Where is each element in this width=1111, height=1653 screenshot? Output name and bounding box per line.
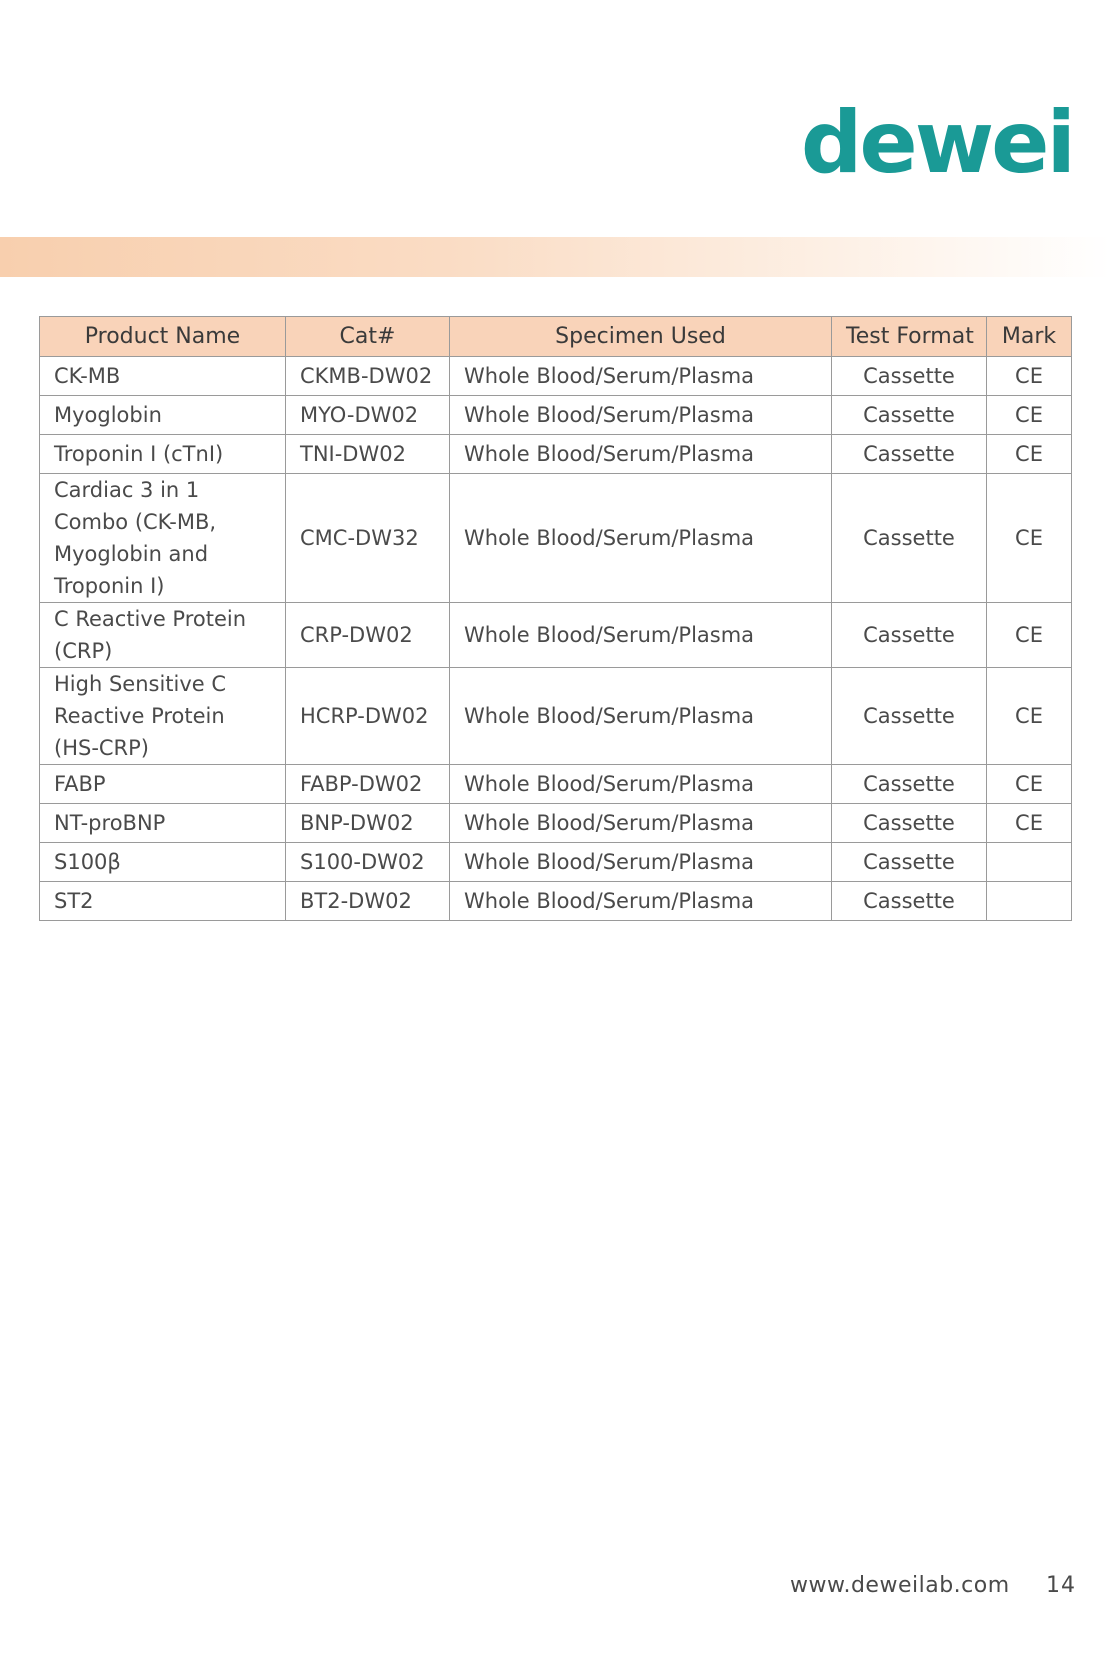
table-row (40, 357, 1072, 396)
footer-url: www.deweilab.com (790, 1573, 1010, 1598)
cat-cell: MYO-DW02 (286, 396, 450, 435)
mark-cell (987, 843, 1072, 882)
mark-cell: CE (987, 765, 1072, 804)
format-cell: Cassette (832, 396, 987, 435)
format-cell: Cassette (832, 804, 987, 843)
product-name-cell: Myoglobin (40, 396, 286, 435)
format-cell: Cassette (832, 603, 987, 668)
mark-cell: CE (987, 357, 1072, 396)
specimen-cell: Whole Blood/Serum/Plasma (450, 668, 832, 765)
header-mark: Mark (987, 317, 1072, 357)
product-name-cell: ST2 (40, 882, 286, 921)
specimen-cell: Whole Blood/Serum/Plasma (450, 603, 832, 668)
specimen-cell: Whole Blood/Serum/Plasma (450, 843, 832, 882)
product-name-cell: C Reactive Protein (CRP) (40, 603, 286, 668)
specimen-cell: Whole Blood/Serum/Plasma (450, 804, 832, 843)
cat-cell: BNP-DW02 (286, 804, 450, 843)
format-cell: Cassette (832, 357, 987, 396)
page-number: 14 (1046, 1573, 1076, 1598)
table-row (40, 396, 1072, 435)
header-specimen: Specimen Used (450, 317, 832, 357)
cat-cell: CMC-DW32 (286, 474, 450, 603)
product-name-cell: Cardiac 3 in 1 Combo (CK-MB, Myoglobin and Troponin I) (40, 474, 286, 603)
cat-cell: BT2-DW02 (286, 882, 450, 921)
cat-cell: FABP-DW02 (286, 765, 450, 804)
mark-cell: CE (987, 668, 1072, 765)
format-cell: Cassette (832, 474, 987, 603)
cat-cell: S100-DW02 (286, 843, 450, 882)
product-name-cell: S100β (40, 843, 286, 882)
header-cat: Cat# (286, 317, 450, 357)
specimen-cell: Whole Blood/Serum/Plasma (450, 474, 832, 603)
table-row (40, 843, 1072, 882)
product-name-cell: High Sensitive C Reactive Protein (HS-CRP) (40, 668, 286, 765)
specimen-cell: Whole Blood/Serum/Plasma (450, 882, 832, 921)
cat-cell: HCRP-DW02 (286, 668, 450, 765)
specimen-cell: Whole Blood/Serum/Plasma (450, 357, 832, 396)
product-name-cell: NT-proBNP (40, 804, 286, 843)
specimen-cell: Whole Blood/Serum/Plasma (450, 435, 832, 474)
format-cell: Cassette (832, 668, 987, 765)
mark-cell: CE (987, 474, 1072, 603)
table-header-row (40, 317, 1072, 357)
cat-cell: CKMB-DW02 (286, 357, 450, 396)
brand-logo: dewei (800, 93, 1073, 193)
header-product-name: Product Name (40, 317, 286, 357)
mark-cell: CE (987, 435, 1072, 474)
product-name-cell: FABP (40, 765, 286, 804)
mark-cell: CE (987, 804, 1072, 843)
table-row (40, 435, 1072, 474)
cat-cell: TNI-DW02 (286, 435, 450, 474)
mark-cell: CE (987, 603, 1072, 668)
mark-cell: CE (987, 396, 1072, 435)
cat-cell: CRP-DW02 (286, 603, 450, 668)
mark-cell (987, 882, 1072, 921)
format-cell: Cassette (832, 843, 987, 882)
format-cell: Cassette (832, 435, 987, 474)
table-row (40, 603, 1072, 668)
table-row (40, 668, 1072, 765)
format-cell: Cassette (832, 882, 987, 921)
decorative-band (0, 237, 1111, 277)
table-row (40, 474, 1072, 603)
table-row (40, 804, 1072, 843)
specimen-cell: Whole Blood/Serum/Plasma (450, 765, 832, 804)
header-test-format: Test Format (832, 317, 987, 357)
product-name-cell: CK-MB (40, 357, 286, 396)
product-table (39, 316, 1072, 921)
product-name-cell: Troponin I (cTnI) (40, 435, 286, 474)
specimen-cell: Whole Blood/Serum/Plasma (450, 396, 832, 435)
format-cell: Cassette (832, 765, 987, 804)
table-row (40, 882, 1072, 921)
table-row (40, 765, 1072, 804)
